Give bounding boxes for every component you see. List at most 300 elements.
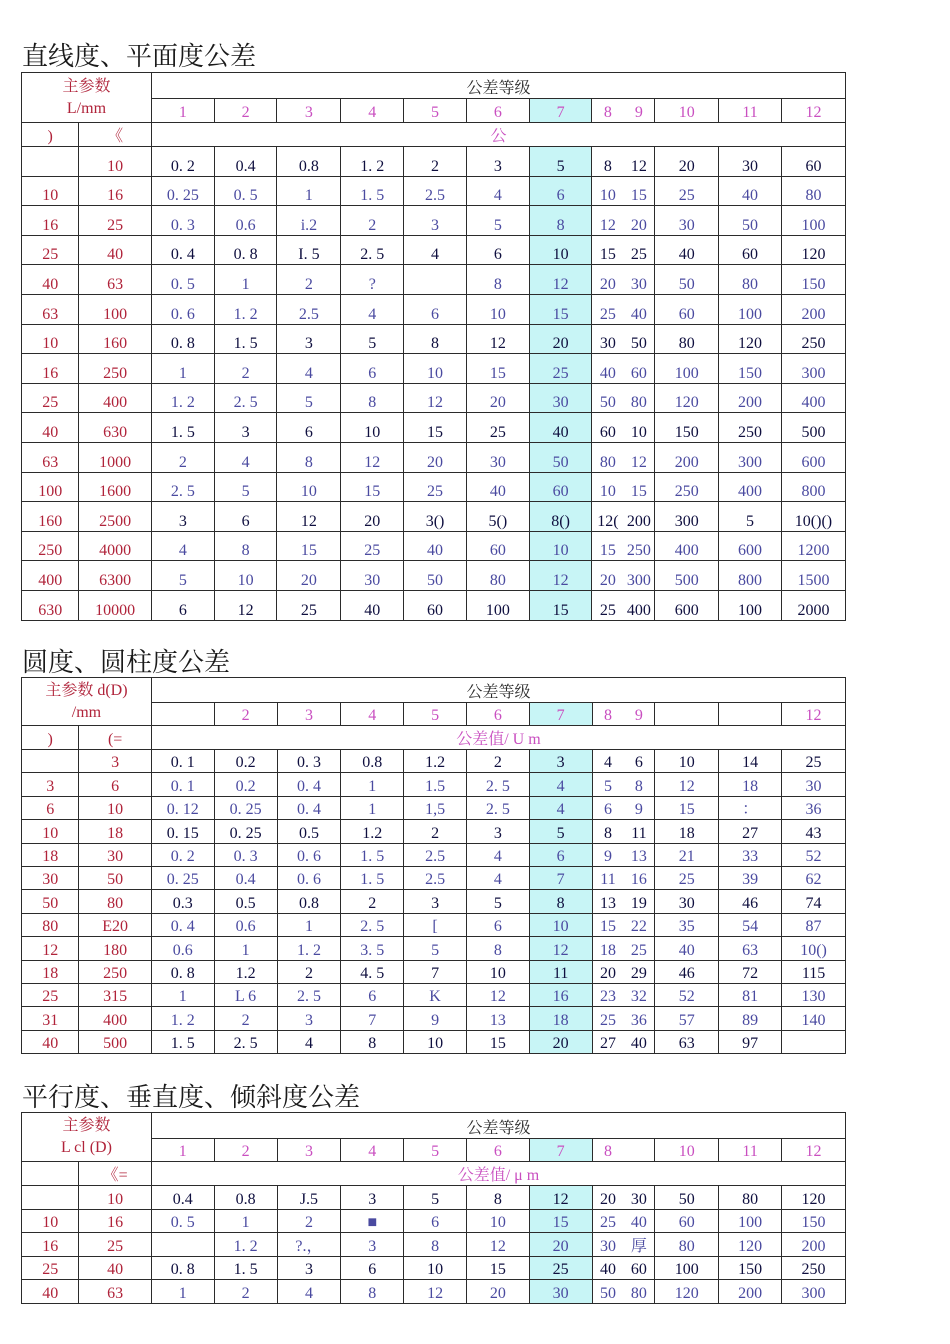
grade-label: 7 <box>556 707 565 724</box>
tolerance-value: 1. 5 <box>233 335 258 353</box>
tolerance-value: 2. 5 <box>233 394 258 412</box>
tolerance-cell <box>214 502 277 532</box>
tolerance-value: 1 <box>241 941 250 959</box>
tolerance-cell <box>655 294 719 324</box>
tolerance-value: 5 <box>431 1190 440 1208</box>
tolerance-value: 8 <box>241 542 250 560</box>
tolerance-cell <box>655 265 719 295</box>
table-row <box>22 1233 846 1257</box>
tolerance-value: 13 <box>630 847 647 865</box>
tolerance-cell <box>151 1280 214 1304</box>
tolerance-cell <box>214 890 277 913</box>
tolerance-cell <box>466 294 529 324</box>
tolerance-cell <box>341 960 404 983</box>
tolerance-cell <box>529 442 592 472</box>
tolerance-value: 0. 6 <box>296 847 321 865</box>
tolerance-cell <box>529 937 592 960</box>
tolerance-cell <box>404 590 467 620</box>
tolerance-cell <box>781 442 845 472</box>
tolerance-cell <box>341 502 404 532</box>
tolerance-value: 50 <box>552 453 569 471</box>
tolerance-cell <box>466 1233 529 1257</box>
tolerance-cell <box>214 561 277 591</box>
tolerance-cell <box>341 561 404 591</box>
tolerance-cell <box>782 750 846 773</box>
table-row <box>22 235 846 265</box>
tolerance-cell <box>781 590 845 620</box>
table-row <box>22 324 846 354</box>
tolerance-value: 0. 25 <box>166 871 199 889</box>
tolerance-cell <box>466 472 529 502</box>
tolerance-cell <box>529 176 592 206</box>
tolerance-cell <box>781 561 845 591</box>
section-title-parallelism: 平行度、垂直度、倾斜度公差 <box>22 1083 361 1112</box>
tolerance-value: 12 <box>678 777 695 795</box>
tolerance-cell <box>277 820 341 843</box>
tolerance-value: 6 <box>431 1214 440 1232</box>
tolerance-value: 200 <box>674 453 699 471</box>
tolerance-cell <box>466 843 529 866</box>
tolerance-value: 20 <box>489 1284 506 1302</box>
range-lower: 50 <box>22 890 79 913</box>
tolerance-cell <box>214 206 277 236</box>
tolerance-value: 6 <box>556 187 565 205</box>
tolerance-value: 80 <box>805 187 822 205</box>
tolerance-cell <box>781 235 845 265</box>
table-row <box>22 820 846 843</box>
tolerance-value: 40 <box>678 941 695 959</box>
tolerance-value: 1,5 <box>425 801 446 819</box>
tolerance-cell <box>277 176 341 206</box>
range-upper-mark: 《= <box>79 1162 152 1186</box>
tolerance-value: I. 5 <box>298 246 320 264</box>
tolerance-value: 0.5 <box>298 824 319 842</box>
tolerance-cell <box>592 442 655 472</box>
grade-label: 10 <box>678 1143 695 1160</box>
range-upper: 400 <box>79 383 152 413</box>
tolerance-value: 5 <box>556 824 565 842</box>
tolerance-cell <box>529 294 592 324</box>
tolerance-cell <box>592 324 655 354</box>
tolerance-cell <box>655 1256 719 1280</box>
tolerance-cell <box>151 913 214 936</box>
tolerance-value: 2 <box>241 1284 250 1302</box>
param-label-line2: L/mm <box>66 99 107 117</box>
tolerance-cell <box>404 354 467 384</box>
tolerance-value: 2. 5 <box>485 801 510 819</box>
tolerance-value: 0. 8 <box>233 246 258 264</box>
tolerance-value: 10 <box>489 964 506 982</box>
tolerance-cell <box>214 590 277 620</box>
tolerance-value: 250 <box>801 335 826 353</box>
range-lower <box>22 750 79 773</box>
grade-cell <box>782 703 846 726</box>
flatness-tolerance-table <box>21 72 846 621</box>
tolerance-cell <box>529 1233 592 1257</box>
tolerance-cell <box>719 1030 782 1053</box>
tolerance-cell <box>341 235 404 265</box>
tolerance-value: 63 <box>678 1035 695 1053</box>
tolerance-value: 11 <box>552 964 569 982</box>
tolerance-cell <box>655 820 719 843</box>
tolerance-cell <box>277 937 341 960</box>
tolerance-cell <box>341 206 404 236</box>
tolerance-cell <box>529 413 592 443</box>
tolerance-value: 8 <box>493 941 502 959</box>
tolerance-cell <box>151 413 214 443</box>
tolerance-value: 2.5 <box>425 871 446 889</box>
tolerance-cell <box>655 472 719 502</box>
range-upper: 10 <box>79 147 152 177</box>
tolerance-value: 1200 <box>797 542 830 560</box>
grade-label: 2 <box>241 1143 250 1160</box>
tolerance-value: 52 <box>678 988 695 1006</box>
tolerance-cell <box>655 442 719 472</box>
tolerance-value: 10 <box>678 754 695 772</box>
grade-label: 8 <box>603 104 612 121</box>
tolerance-value: 0. 3 <box>296 754 321 772</box>
tolerance-value: 1.5 <box>425 777 446 795</box>
tolerance-cell <box>151 1186 214 1210</box>
tolerance-cell <box>655 1280 719 1304</box>
tolerance-cell <box>341 820 404 843</box>
tolerance-value: 30 <box>364 571 381 589</box>
tolerance-value: 0.6 <box>235 918 256 936</box>
tolerance-value: 1.2 <box>425 754 446 772</box>
tolerance-value: 40 <box>630 1035 647 1053</box>
tolerance-value: 12 <box>489 335 506 353</box>
tolerance-value: 20 <box>427 453 444 471</box>
tolerance-value: 0. 25 <box>229 824 262 842</box>
tolerance-value: 150 <box>674 423 699 441</box>
range-lower: 3 <box>22 773 79 796</box>
range-upper: 10000 <box>79 590 152 620</box>
tolerance-cell <box>466 235 529 265</box>
tolerance-value: 3 <box>556 754 565 772</box>
tolerance-value: 80 <box>678 335 695 353</box>
tolerance-value: 40 <box>364 601 381 619</box>
table-row <box>22 983 846 1006</box>
tolerance-value: 1. 2 <box>296 941 321 959</box>
tolerance-value: 300 <box>674 512 699 530</box>
tolerance-value: 0. 8 <box>170 1261 195 1279</box>
table-row <box>22 383 846 413</box>
tolerance-cell <box>782 937 846 960</box>
tolerance-cell <box>466 1209 529 1233</box>
tolerance-cell <box>655 413 719 443</box>
tolerance-cell <box>592 937 655 960</box>
grade-label: 7 <box>556 104 565 121</box>
tolerance-cell <box>404 1007 467 1030</box>
tolerance-value: 1 <box>178 1284 187 1302</box>
tolerance-cell <box>341 983 404 1006</box>
tolerance-cell <box>341 531 404 561</box>
tolerance-value: 120 <box>674 394 699 412</box>
header-row <box>22 1113 846 1139</box>
tolerance-cell <box>466 1186 529 1210</box>
tolerance-value: 1 <box>241 275 250 293</box>
tolerance-cell <box>404 1233 467 1257</box>
tolerance-cell <box>404 176 467 206</box>
tolerance-value: 18 <box>742 777 759 795</box>
tolerance-value: 2. 5 <box>360 918 385 936</box>
tolerance-value: 19 <box>630 894 647 912</box>
tolerance-cell <box>466 937 529 960</box>
range-lower: 10 <box>22 820 79 843</box>
tolerance-value: 27 <box>742 824 759 842</box>
tolerance-value: 12 <box>552 571 569 589</box>
grade-label: 2 <box>241 104 250 121</box>
grade-cell <box>529 1139 592 1162</box>
tolerance-value: 15 <box>630 187 647 205</box>
tolerance-value: 50 <box>630 335 647 353</box>
tolerance-value: 12 <box>489 988 506 1006</box>
range-lower: 63 <box>22 442 79 472</box>
param-label-line2: L cl (D) <box>60 1139 112 1156</box>
roundness-tolerance-table <box>21 677 846 1054</box>
tolerance-value: 3 <box>368 1190 377 1208</box>
tolerance-cell <box>214 796 277 819</box>
tolerance-cell <box>592 1233 655 1257</box>
tolerance-cell <box>214 820 277 843</box>
tolerance-value: K <box>429 988 441 1006</box>
tolerance-cell <box>529 1030 592 1053</box>
range-upper: 63 <box>79 1280 152 1304</box>
tolerance-cell <box>781 383 845 413</box>
tolerance-cell <box>214 866 277 889</box>
tolerance-cell <box>277 442 341 472</box>
grade-label: 8 <box>604 1143 612 1160</box>
range-lower-mark <box>22 1162 79 1186</box>
tolerance-value: 15 <box>552 1214 569 1232</box>
tolerance-value: 62 <box>805 871 822 889</box>
tolerance-value: 5 <box>493 216 502 234</box>
tolerance-value: 300 <box>626 571 651 589</box>
range-upper: 16 <box>79 1209 152 1233</box>
tolerance-cell <box>404 820 467 843</box>
grade-cell <box>404 703 467 726</box>
tolerance-value: 0. 15 <box>166 824 199 842</box>
tolerance-value: 10 <box>599 483 616 501</box>
tolerance-cell <box>529 383 592 413</box>
tolerance-value: 150 <box>738 364 763 382</box>
tolerance-value: 10 <box>237 571 254 589</box>
range-lower: 40 <box>22 1280 79 1304</box>
grade-label: 12 <box>805 707 822 724</box>
tolerance-value: 15 <box>599 542 616 560</box>
tolerance-value: 30 <box>552 394 569 412</box>
tolerance-cell <box>214 1256 277 1280</box>
tolerance-value: 1. 5 <box>360 847 385 865</box>
tolerance-value: 8 <box>431 1237 440 1255</box>
tolerance-value: ?.， <box>295 1237 323 1255</box>
tolerance-value: 0.4 <box>172 1190 193 1208</box>
tolerance-cell <box>466 913 529 936</box>
grade-label: 9 <box>634 104 643 121</box>
tolerance-value: 8 <box>556 216 565 234</box>
tolerance-value: 4 <box>178 542 187 560</box>
tolerance-cell <box>277 1280 341 1304</box>
tolerance-value: 0. 1 <box>170 777 195 795</box>
tolerance-value: 0. 6 <box>296 871 321 889</box>
tolerance-value: 25 <box>489 423 506 441</box>
tolerance-value: 0. 6 <box>170 305 195 323</box>
tolerance-cell <box>782 1209 846 1233</box>
grade-cell <box>277 703 341 726</box>
tolerance-cell <box>341 354 404 384</box>
tolerance-cell <box>782 1256 846 1280</box>
tolerance-cell <box>277 147 341 177</box>
tolerance-cell <box>655 147 719 177</box>
tolerance-cell <box>719 796 782 819</box>
tolerance-value: 63 <box>742 941 759 959</box>
grade-label: 1 <box>178 1143 187 1160</box>
tolerance-value: 5 <box>604 777 612 795</box>
tolerance-value: 15 <box>678 801 695 819</box>
tolerance-cell <box>341 1233 404 1257</box>
tolerance-cell <box>782 820 846 843</box>
tolerance-value: 1. 5 <box>170 423 195 441</box>
tolerance-cell <box>341 913 404 936</box>
tolerance-value: 50 <box>600 1284 616 1302</box>
tolerance-cell <box>277 866 341 889</box>
tolerance-value: 250 <box>738 423 763 441</box>
tolerance-cell <box>341 265 404 295</box>
tolerance-cell <box>151 1209 214 1233</box>
tolerance-value: 5 <box>368 335 377 353</box>
tolerance-value: 39 <box>742 871 759 889</box>
tolerance-cell <box>151 1030 214 1053</box>
tolerance-cell <box>719 502 782 532</box>
range-upper: 1000 <box>79 442 152 472</box>
tolerance-value: 80 <box>630 1284 647 1302</box>
tolerance-cell <box>151 1007 214 1030</box>
tolerance-cell <box>214 442 277 472</box>
tolerance-value: 46 <box>678 964 695 982</box>
tolerance-cell <box>404 472 467 502</box>
grade-label: 10 <box>678 104 695 121</box>
range-upper: 100 <box>79 294 152 324</box>
tolerance-value: 0.6 <box>172 941 193 959</box>
tolerance-value: 25 <box>630 941 647 959</box>
tolerance-value: 50 <box>678 275 695 293</box>
grade-label: 3 <box>304 1143 313 1160</box>
grade-cell <box>529 703 592 726</box>
tolerance-value: 60 <box>427 601 444 619</box>
tolerance-value: 30 <box>805 777 822 795</box>
tolerance-value: 60 <box>489 542 506 560</box>
table-row <box>22 147 846 177</box>
tolerance-cell <box>466 561 529 591</box>
tolerance-value: 0. 2 <box>170 847 195 865</box>
tolerance-value: 0.4 <box>235 871 256 889</box>
range-lower-mark: ) <box>22 726 79 750</box>
grade-cell <box>404 99 467 123</box>
range-upper: E20 <box>79 913 152 936</box>
tolerance-value: 10 <box>552 246 569 264</box>
tolerance-cell <box>782 866 846 889</box>
tolerance-cell <box>529 796 592 819</box>
tolerance-value: 0.2 <box>235 777 256 795</box>
tolerance-value: [ <box>432 918 438 936</box>
tolerance-cell <box>529 354 592 384</box>
grade-label: 3 <box>304 104 313 121</box>
tolerance-cell <box>592 1280 655 1304</box>
range-upper: 63 <box>79 265 152 295</box>
tolerance-value: 15 <box>552 601 569 619</box>
tolerance-cell <box>719 913 782 936</box>
tolerance-value: 16 <box>552 988 569 1006</box>
tolerance-value: 72 <box>742 964 759 982</box>
table-row <box>22 913 846 936</box>
tolerance-value: 0. 3 <box>170 216 195 234</box>
tolerance-cell <box>341 890 404 913</box>
tolerance-cell <box>214 1186 277 1210</box>
tolerance-cell <box>214 773 277 796</box>
tolerance-value: 25 <box>364 542 381 560</box>
tolerance-cell <box>466 866 529 889</box>
tolerance-value: 40 <box>630 1214 647 1232</box>
tolerance-cell <box>782 1030 846 1053</box>
tolerance-cell <box>466 354 529 384</box>
grade-label: 11 <box>742 1143 758 1160</box>
tolerance-cell <box>719 383 782 413</box>
tolerance-value: 15 <box>552 305 569 323</box>
table-row <box>22 1186 846 1210</box>
tolerance-value: 30 <box>599 335 616 353</box>
tolerance-cell <box>719 937 782 960</box>
range-lower <box>22 1186 79 1210</box>
tolerance-cell <box>341 937 404 960</box>
grade-cell <box>781 99 845 123</box>
range-upper: 2500 <box>79 502 152 532</box>
tolerance-cell <box>277 843 341 866</box>
tolerance-value: 25 <box>600 1214 616 1232</box>
tolerance-value: 120 <box>801 1190 826 1208</box>
tolerance-value: 12( <box>597 512 619 530</box>
grade-label: 8 <box>604 707 612 724</box>
tolerance-cell <box>404 1209 467 1233</box>
range-lower: 160 <box>22 502 79 532</box>
tolerance-cell <box>277 383 341 413</box>
range-lower: 25 <box>22 383 79 413</box>
tolerance-value: 25 <box>678 871 695 889</box>
tolerance-value: 3 <box>178 512 187 530</box>
tolerance-cell <box>719 1256 782 1280</box>
tolerance-cell <box>782 796 846 819</box>
table-row <box>22 866 846 889</box>
tolerance-value: 15 <box>427 423 444 441</box>
tolerance-cell <box>214 324 277 354</box>
tolerance-cell <box>341 442 404 472</box>
tolerance-value: i.2 <box>300 216 318 234</box>
tolerance-cell <box>719 983 782 1006</box>
tolerance-cell <box>529 472 592 502</box>
range-upper: 630 <box>79 413 152 443</box>
tolerance-cell <box>529 502 592 532</box>
tolerance-value: 2. 5 <box>170 483 195 501</box>
grade-cell <box>277 1139 341 1162</box>
tolerance-value: 100 <box>738 601 763 619</box>
tolerance-value: 30 <box>600 1237 616 1255</box>
tolerance-cell <box>782 913 846 936</box>
tolerance-value: 0. 4 <box>170 918 195 936</box>
tolerance-value: ： <box>742 801 759 819</box>
tolerance-cell <box>655 354 719 384</box>
grade-label: 3 <box>304 707 313 724</box>
tolerance-cell <box>151 796 214 819</box>
range-upper: 30 <box>79 843 152 866</box>
